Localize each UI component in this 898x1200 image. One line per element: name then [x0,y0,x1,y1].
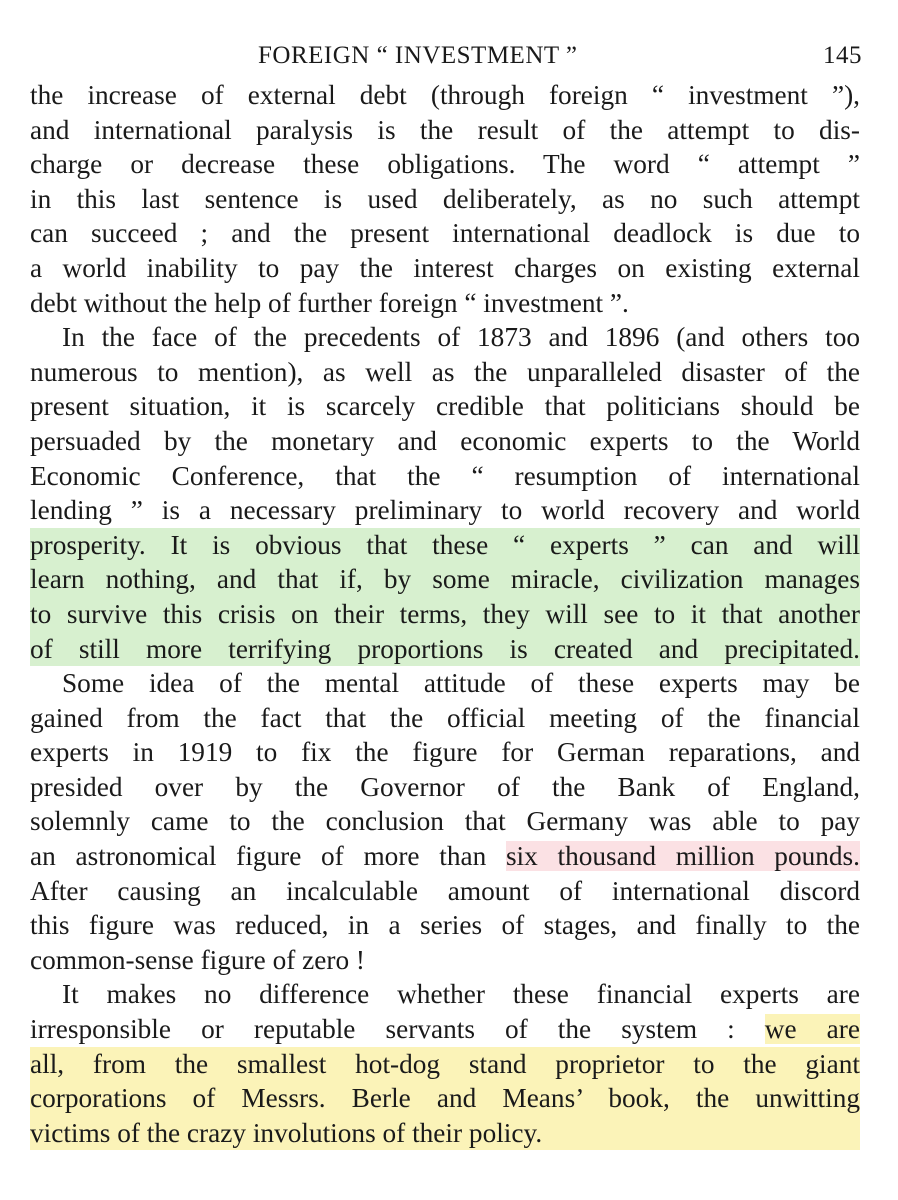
text-line: In the face of the precedents of 1873 and 1896 (and others too [62,322,860,353]
text-line: this figure was reduced, in a series of stages, and finally to the [30,910,860,941]
text-line: can succeed ; and the present international deadlock is due to [30,218,860,249]
paragraph-3 [30,666,860,977]
text-line: present situation, it is scarcely credible that politicians should be [30,391,860,422]
text-line: of still more terrifying proportions is created and precipitated. [30,633,860,664]
yellow-highlight-block [30,1047,860,1151]
text-line: experts in 1919 to fix the figure for German reparations, and [30,737,860,768]
pink-highlight: six thousand million pounds. [505,841,860,872]
paragraph-2 [30,320,860,666]
text-line: solemnly came to the conclusion that Germany was able to pay [30,806,860,837]
highlight-text: It is obvious that these “ experts ” can and will [170,529,860,560]
text-line: learn nothing, and that if, by some miracle, civilization manages [30,564,860,595]
text-line: corporations of Messrs. Berle and Means’ book, the unwitting [30,1083,860,1114]
text-line: debt without the help of further foreign “ investment ”. [30,287,629,318]
text-line [30,1012,860,1047]
highlight-text: prosperity. [30,529,146,560]
paragraph-1 [30,78,860,320]
text-line: a world inability to pay the interest charges on existing external [30,252,860,283]
text-line: Some idea of the mental attitude of these experts may be [62,668,860,699]
body-text [30,78,860,1150]
text-line: common-sense figure of zero ! [30,944,366,975]
text-line: lending ” is a necessary preliminary to world recovery and world [30,495,860,526]
text-line: gained from the fact that the official meeting of the financial [30,702,860,733]
book-page [30,38,860,1150]
text-line: all, from the smallest hot-dog stand proprietor to the giant [30,1048,860,1079]
text-line: charge or decrease these obligations. The word “ attempt ” [30,149,860,180]
text-line: Economic Conference, that the “ resumption of international [30,460,860,491]
text-segment: irresponsible or reputable servants of the system : [30,1014,735,1045]
text-line: It makes no difference whether these financial experts are [62,979,860,1010]
green-highlight [30,528,860,666]
yellow-highlight: we are [764,1014,860,1045]
text-line [30,528,860,563]
text-line: the increase of external debt (through foreign “ investment ”), [30,80,860,110]
text-segment: an astronomical figure of more than [30,841,487,872]
running-head [30,38,860,78]
text-line [30,839,860,874]
text-line: presided over by the Governor of the Bank of England, [30,771,860,802]
text-line: After causing an incalculable amount of international discord [30,875,860,906]
text-line: victims of the crazy involutions of their policy. [30,1117,543,1148]
text-line: and international paralysis is the result of the attempt to dis- [30,114,860,145]
text-line: to survive this crisis on their terms, they will see to it that another [30,598,860,629]
running-title: FOREIGN “ INVESTMENT ” [258,42,578,69]
text-line: persuaded by the monetary and economic experts to the World [30,425,860,456]
text-line: numerous to mention), as well as the unparalleled disaster of the [30,356,860,387]
text-line: in this last sentence is used deliberately, as no such attempt [30,183,860,214]
page-number: 145 [823,42,862,69]
paragraph-4 [30,977,860,1150]
